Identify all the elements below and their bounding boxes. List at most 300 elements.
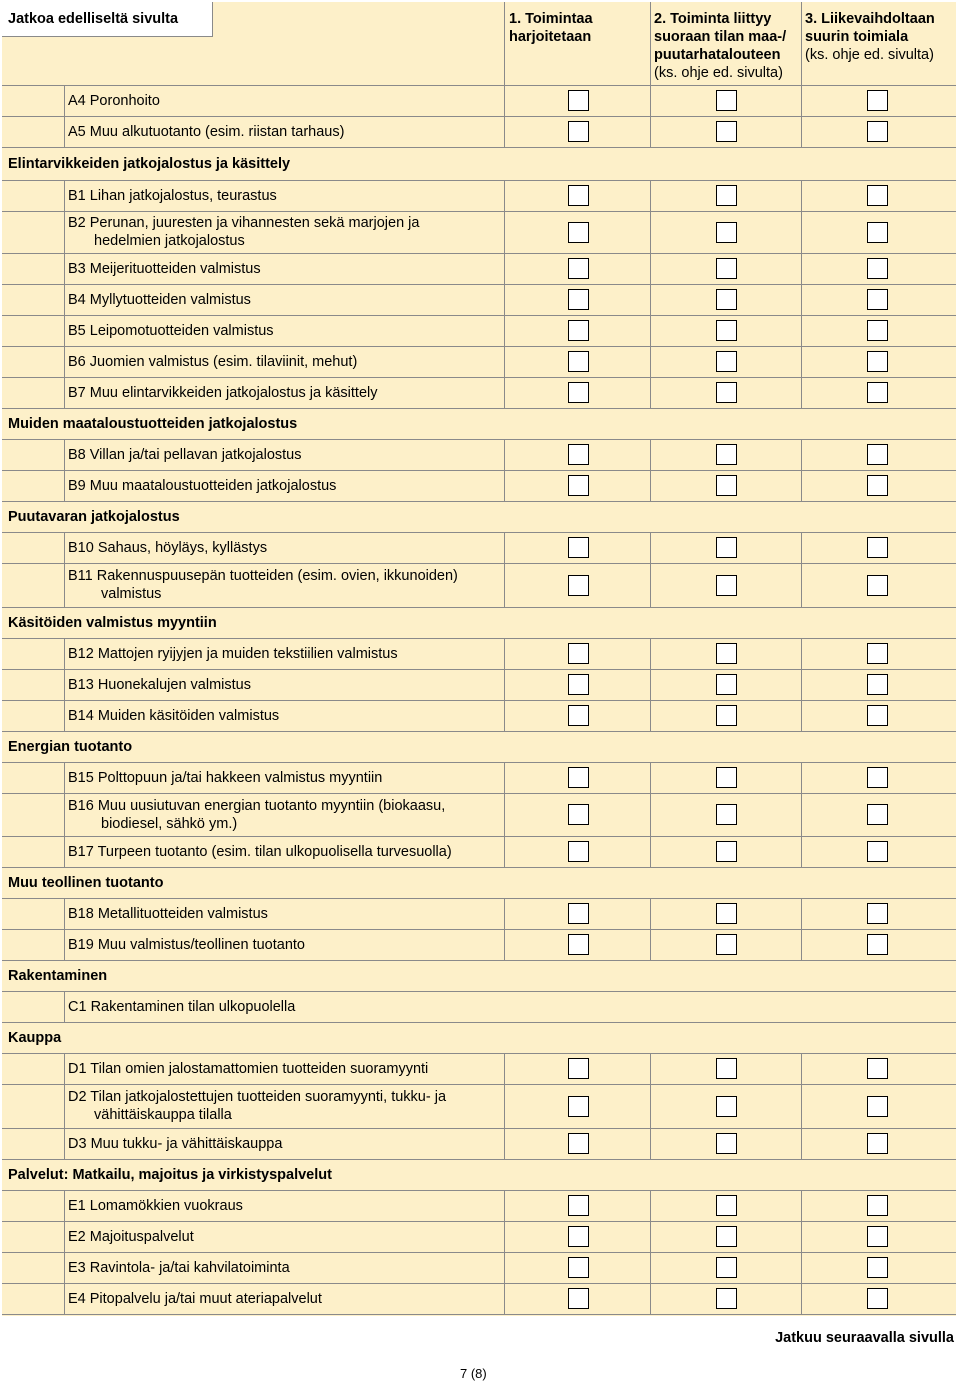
- activity-label-line: B18 Metallituotteiden valmistus: [68, 906, 268, 922]
- activity-label-line: D1 Tilan omien jalostamattomien tuotteiden suoramyynti: [68, 1061, 429, 1077]
- checkbox-column-2[interactable]: [716, 705, 737, 726]
- page-number: 7 (8): [460, 1366, 487, 1381]
- indent-divider: [64, 116, 65, 147]
- column-divider: [801, 1053, 802, 1084]
- activity-label-line: E4 Pitopalvelu ja/tai muut ateriapalvelut: [68, 1291, 322, 1307]
- category-heading: [8, 508, 180, 526]
- category-heading-text: Kauppa: [8, 1030, 62, 1046]
- activity-label-line: E2 Majoituspalvelut: [68, 1229, 194, 1245]
- column-divider: [801, 377, 802, 408]
- indent-divider: [64, 700, 65, 731]
- column-divider: [650, 638, 651, 669]
- row-divider: [2, 253, 956, 254]
- activity-label-line: B11 Rakennuspuusepän tuotteiden (esim. ovien, ikkunoiden): [68, 568, 458, 584]
- column-divider: [504, 1221, 505, 1252]
- activity-label: [68, 769, 382, 787]
- row-divider: [2, 638, 956, 639]
- indent-divider: [64, 638, 65, 669]
- checkbox-column-2[interactable]: [716, 1257, 737, 1278]
- column-divider: [801, 85, 802, 116]
- column-header-1: [509, 10, 649, 46]
- checkbox-column-2[interactable]: [716, 804, 737, 825]
- column-divider: [650, 180, 651, 211]
- activity-label: [68, 1290, 322, 1308]
- checkbox-column-3[interactable]: [867, 1195, 888, 1216]
- activity-label-line: D3 Muu tukku- ja vähittäiskauppa: [68, 1136, 283, 1152]
- row-divider: [2, 836, 956, 837]
- checkbox-column-1[interactable]: [568, 804, 589, 825]
- column-divider: [801, 284, 802, 315]
- row-divider: [2, 700, 956, 701]
- row-divider: [2, 501, 956, 502]
- column-divider: [504, 793, 505, 836]
- column-divider: [650, 1252, 651, 1283]
- column-divider: [801, 346, 802, 377]
- checkbox-column-1[interactable]: [568, 934, 589, 955]
- column-divider: [504, 1190, 505, 1221]
- column-header-1-title: 1. Toimintaa harjoitetaan: [509, 11, 593, 45]
- column-divider: [801, 180, 802, 211]
- column-divider: [504, 211, 505, 253]
- activity-label-line: B8 Villan ja/tai pellavan jatkojalostus: [68, 447, 302, 463]
- checkbox-column-2[interactable]: [716, 185, 737, 206]
- activity-label: [68, 92, 160, 110]
- column-divider: [801, 1252, 802, 1283]
- checkbox-column-2[interactable]: [716, 841, 737, 862]
- checkbox-column-1[interactable]: [568, 1195, 589, 1216]
- row-divider: [2, 408, 956, 409]
- column-divider: [650, 377, 651, 408]
- indent-divider: [64, 929, 65, 960]
- checkbox-column-1[interactable]: [568, 705, 589, 726]
- activity-label-line: B10 Sahaus, höyläys, kyllästys: [68, 540, 268, 556]
- checkbox-column-3[interactable]: [867, 1257, 888, 1278]
- checkbox-column-1[interactable]: [568, 1226, 589, 1247]
- checkbox-column-3[interactable]: [867, 258, 888, 279]
- column-divider: [504, 638, 505, 669]
- checkbox-column-1[interactable]: [568, 475, 589, 496]
- checkbox-column-2[interactable]: [716, 1096, 737, 1117]
- activity-label-line: B6 Juomien valmistus (esim. tilaviinit, mehut): [68, 354, 358, 370]
- indent-divider: [64, 85, 65, 116]
- column-divider: [650, 1053, 651, 1084]
- activity-label-line: D2 Tilan jatkojalostettujen tuotteiden suoramyynti, tukku- ja: [68, 1089, 447, 1105]
- checkbox-column-2[interactable]: [716, 575, 737, 596]
- row-divider: [2, 563, 956, 564]
- row-divider: [2, 898, 956, 899]
- checkbox-column-2[interactable]: [716, 1058, 737, 1079]
- continues-next-page: Jatkuu seuraavalla sivulla: [775, 1330, 954, 1346]
- continued-tab: [2, 2, 213, 37]
- checkbox-column-3[interactable]: [867, 475, 888, 496]
- indent-divider: [64, 470, 65, 501]
- checkbox-column-1[interactable]: [568, 258, 589, 279]
- checkbox-column-1[interactable]: [568, 382, 589, 403]
- activity-label: [68, 676, 251, 694]
- indent-divider: [64, 563, 65, 607]
- checkbox-column-2[interactable]: [716, 222, 737, 243]
- indent-divider: [64, 793, 65, 836]
- row-divider: [2, 284, 956, 285]
- column-divider: [801, 470, 802, 501]
- indent-divider: [64, 991, 65, 1022]
- checkbox-column-2[interactable]: [716, 90, 737, 111]
- indent-divider: [64, 439, 65, 470]
- checkbox-column-3[interactable]: [867, 320, 888, 341]
- checkbox-column-1[interactable]: [568, 643, 589, 664]
- checkbox-column-3[interactable]: [867, 841, 888, 862]
- column-header-3: [805, 10, 955, 64]
- row-divider: [2, 346, 956, 347]
- row-divider: [2, 1252, 956, 1253]
- activity-label-line: A4 Poronhoito: [68, 93, 160, 109]
- indent-divider: [64, 284, 65, 315]
- checkbox-column-3[interactable]: [867, 1226, 888, 1247]
- column-divider: [504, 1128, 505, 1159]
- indent-divider: [64, 669, 65, 700]
- indent-divider: [64, 315, 65, 346]
- checkbox-column-3[interactable]: [867, 705, 888, 726]
- checkbox-column-3[interactable]: [867, 643, 888, 664]
- checkbox-column-3[interactable]: [867, 934, 888, 955]
- column-divider: [504, 1053, 505, 1084]
- row-divider: [2, 1084, 956, 1085]
- indent-divider: [64, 1283, 65, 1314]
- checkbox-column-3[interactable]: [867, 575, 888, 596]
- row-divider: [2, 211, 956, 212]
- activity-label: [68, 187, 277, 205]
- indent-divider: [64, 1084, 65, 1128]
- activity-label: [68, 384, 377, 402]
- column-divider: [504, 470, 505, 501]
- checkbox-column-2[interactable]: [716, 121, 737, 142]
- column-header-3-note: (ks. ohje ed. sivulta): [805, 47, 934, 63]
- activity-label: [68, 1197, 243, 1215]
- activity-label: [68, 1228, 194, 1246]
- checkbox-column-3[interactable]: [867, 1058, 888, 1079]
- column-divider: [801, 563, 802, 607]
- activity-label-line: B17 Turpeen tuotanto (esim. tilan ulkopuolisella turvesuolla): [68, 844, 452, 860]
- checkbox-column-2[interactable]: [716, 382, 737, 403]
- checkbox-column-3[interactable]: [867, 121, 888, 142]
- row-divider: [2, 1159, 956, 1160]
- checkbox-column-3[interactable]: [867, 1288, 888, 1309]
- checkbox-column-1[interactable]: [568, 185, 589, 206]
- column-divider: [650, 700, 651, 731]
- activity-label-line: E1 Lomamökkien vuokraus: [68, 1198, 243, 1214]
- column-divider: [504, 1252, 505, 1283]
- activity-label-line: E3 Ravintola- ja/tai kahvilatoiminta: [68, 1260, 290, 1276]
- checkbox-column-1[interactable]: [568, 222, 589, 243]
- column-divider: [650, 1283, 651, 1314]
- column-divider: [650, 284, 651, 315]
- row-divider: [2, 867, 956, 868]
- row-divider: [2, 960, 956, 961]
- checkbox-column-1[interactable]: [568, 1058, 589, 1079]
- column-divider: [504, 669, 505, 700]
- column-divider: [504, 377, 505, 408]
- indent-divider: [64, 532, 65, 563]
- activity-label: [68, 567, 458, 603]
- column-divider: [650, 1190, 651, 1221]
- header-column-divider: [504, 2, 505, 85]
- row-divider: [2, 1221, 956, 1222]
- checkbox-column-3[interactable]: [867, 444, 888, 465]
- column-divider: [650, 836, 651, 867]
- checkbox-column-1[interactable]: [568, 90, 589, 111]
- checkbox-column-3[interactable]: [867, 674, 888, 695]
- checkbox-column-2[interactable]: [716, 934, 737, 955]
- indent-divider: [64, 377, 65, 408]
- category-heading-text: Energian tuotanto: [8, 739, 133, 755]
- checkbox-column-1[interactable]: [568, 351, 589, 372]
- column-divider: [650, 898, 651, 929]
- checkbox-column-2[interactable]: [716, 475, 737, 496]
- checkbox-column-1[interactable]: [568, 767, 589, 788]
- column-divider: [504, 85, 505, 116]
- row-divider: [2, 1314, 956, 1315]
- checkbox-column-1[interactable]: [568, 1257, 589, 1278]
- checkbox-column-1[interactable]: [568, 1288, 589, 1309]
- column-divider: [801, 1283, 802, 1314]
- column-divider: [650, 470, 651, 501]
- checkbox-column-2[interactable]: [716, 643, 737, 664]
- activity-label-line: B9 Muu maataloustuotteiden jatkojalostus: [68, 478, 337, 494]
- row-divider: [2, 1053, 956, 1054]
- column-divider: [504, 253, 505, 284]
- column-divider: [801, 211, 802, 253]
- column-divider: [801, 532, 802, 563]
- indent-divider: [64, 180, 65, 211]
- checkbox-column-3[interactable]: [867, 185, 888, 206]
- column-divider: [650, 532, 651, 563]
- column-divider: [801, 1221, 802, 1252]
- activity-label-line: B3 Meijerituotteiden valmistus: [68, 261, 261, 277]
- checkbox-column-2[interactable]: [716, 289, 737, 310]
- column-divider: [504, 315, 505, 346]
- checkbox-column-2[interactable]: [716, 351, 737, 372]
- activity-label: [68, 843, 452, 861]
- category-heading-text: Rakentaminen: [8, 968, 108, 984]
- row-divider: [2, 315, 956, 316]
- checkbox-column-2[interactable]: [716, 767, 737, 788]
- row-divider: [2, 929, 956, 930]
- column-divider: [650, 211, 651, 253]
- continued-tab-label: Jatkoa edelliseltä sivulta: [8, 11, 179, 27]
- column-divider: [504, 439, 505, 470]
- checkbox-column-1[interactable]: [568, 320, 589, 341]
- column-divider: [801, 669, 802, 700]
- category-heading-text: Puutavaran jatkojalostus: [8, 509, 180, 525]
- checkbox-column-2[interactable]: [716, 1195, 737, 1216]
- activity-label-line: C1 Rakentaminen tilan ulkopuolella: [68, 999, 296, 1015]
- column-divider: [801, 762, 802, 793]
- checkbox-column-3[interactable]: [867, 903, 888, 924]
- column-divider: [801, 253, 802, 284]
- row-divider: [2, 180, 956, 181]
- column-divider: [650, 439, 651, 470]
- category-heading-text: Palvelut: Matkailu, majoitus ja virkistyspalvelut: [8, 1167, 332, 1183]
- column-divider: [504, 762, 505, 793]
- checkbox-column-1[interactable]: [568, 537, 589, 558]
- category-heading-text: Muiden maataloustuotteiden jatkojalostus: [8, 416, 298, 432]
- activity-label: [68, 645, 398, 663]
- column-divider: [801, 836, 802, 867]
- column-divider: [504, 700, 505, 731]
- column-divider: [504, 1084, 505, 1128]
- column-divider: [801, 898, 802, 929]
- indent-divider: [64, 1190, 65, 1221]
- category-heading: [8, 1029, 61, 1047]
- column-divider: [504, 563, 505, 607]
- row-divider: [2, 377, 956, 378]
- checkbox-column-2[interactable]: [716, 537, 737, 558]
- checkbox-column-3[interactable]: [867, 351, 888, 372]
- checkbox-column-3[interactable]: [867, 222, 888, 243]
- activity-label: [68, 291, 251, 309]
- checkbox-column-1[interactable]: [568, 444, 589, 465]
- column-header-2-title: 2. Toiminta liittyy suoraan tilan maa-/ puutarhatalouteen: [654, 11, 787, 63]
- column-divider: [801, 116, 802, 147]
- indent-divider: [64, 762, 65, 793]
- activity-label: [68, 322, 274, 340]
- activity-label-line: hedelmien jatkojalostus: [94, 233, 245, 249]
- checkbox-column-1[interactable]: [568, 841, 589, 862]
- indent-divider: [64, 1053, 65, 1084]
- activity-form: [2, 2, 956, 1316]
- column-header-2-note: (ks. ohje ed. sivulta): [654, 65, 783, 81]
- column-divider: [650, 1128, 651, 1159]
- checkbox-column-2[interactable]: [716, 1226, 737, 1247]
- category-heading: [8, 155, 290, 173]
- category-heading: [8, 614, 217, 632]
- column-divider: [650, 253, 651, 284]
- activity-label-line: B15 Polttopuun ja/tai hakkeen valmistus myyntiin: [68, 770, 383, 786]
- activity-label-line: B2 Perunan, juuresten ja vihannesten sekä marjojen ja: [68, 215, 420, 231]
- checkbox-column-3[interactable]: [867, 767, 888, 788]
- column-divider: [650, 116, 651, 147]
- checkbox-column-2[interactable]: [716, 1288, 737, 1309]
- activity-label: [68, 260, 261, 278]
- checkbox-column-2[interactable]: [716, 903, 737, 924]
- activity-label: [68, 1060, 428, 1078]
- column-divider: [650, 1084, 651, 1128]
- column-divider: [650, 669, 651, 700]
- checkbox-column-3[interactable]: [867, 382, 888, 403]
- activity-label-line: B1 Lihan jatkojalostus, teurastus: [68, 188, 277, 204]
- activity-label-line: B5 Leipomotuotteiden valmistus: [68, 323, 274, 339]
- checkbox-column-2[interactable]: [716, 444, 737, 465]
- row-divider: [2, 147, 956, 148]
- category-heading: [8, 874, 163, 892]
- column-divider: [801, 929, 802, 960]
- activity-label: [68, 539, 267, 557]
- column-divider: [504, 346, 505, 377]
- row-divider: [2, 116, 956, 117]
- column-divider: [650, 762, 651, 793]
- indent-divider: [64, 253, 65, 284]
- activity-label-line: B12 Mattojen ryijyjen ja muiden tekstiilien valmistus: [68, 646, 398, 662]
- checkbox-column-1[interactable]: [568, 575, 589, 596]
- checkbox-column-3[interactable]: [867, 537, 888, 558]
- row-divider: [2, 731, 956, 732]
- activity-label: [68, 1259, 290, 1277]
- category-heading-text: Käsitöiden valmistus myyntiin: [8, 615, 217, 631]
- checkbox-column-3[interactable]: [867, 804, 888, 825]
- activity-label-line: B4 Myllytuotteiden valmistus: [68, 292, 251, 308]
- column-divider: [504, 1283, 505, 1314]
- row-divider: [2, 1190, 956, 1191]
- column-divider: [504, 898, 505, 929]
- activity-label-line: valmistus: [101, 586, 162, 602]
- column-divider: [650, 85, 651, 116]
- checkbox-column-3[interactable]: [867, 1133, 888, 1154]
- activity-label-line: B13 Huonekalujen valmistus: [68, 677, 251, 693]
- category-heading-text: Elintarvikkeiden jatkojalostus ja käsittely: [8, 156, 291, 172]
- activity-label: [68, 797, 445, 833]
- activity-label-line: A5 Muu alkutuotanto (esim. riistan tarhaus): [68, 124, 345, 140]
- checkbox-column-2[interactable]: [716, 1133, 737, 1154]
- column-divider: [650, 315, 651, 346]
- column-divider: [650, 793, 651, 836]
- column-divider: [801, 793, 802, 836]
- checkbox-column-1[interactable]: [568, 903, 589, 924]
- checkbox-column-1[interactable]: [568, 1096, 589, 1117]
- checkbox-column-2[interactable]: [716, 320, 737, 341]
- checkbox-column-3[interactable]: [867, 1096, 888, 1117]
- column-divider: [650, 346, 651, 377]
- activity-label: [68, 477, 336, 495]
- activity-label-line: B16 Muu uusiutuvan energian tuotanto myyntiin (biokaasu,: [68, 798, 446, 814]
- activity-label-line: B14 Muiden käsitöiden valmistus: [68, 708, 280, 724]
- column-header-2: [654, 10, 802, 82]
- indent-divider: [64, 898, 65, 929]
- indent-divider: [64, 1252, 65, 1283]
- column-divider: [504, 284, 505, 315]
- checkbox-column-2[interactable]: [716, 674, 737, 695]
- row-divider: [2, 991, 956, 992]
- activity-label: [68, 707, 279, 725]
- checkbox-column-1[interactable]: [568, 674, 589, 695]
- row-divider: [2, 439, 956, 440]
- row-divider: [2, 793, 956, 794]
- activity-label-line: B19 Muu valmistus/teollinen tuotanto: [68, 937, 305, 953]
- column-divider: [801, 1084, 802, 1128]
- checkbox-column-1[interactable]: [568, 1133, 589, 1154]
- indent-divider: [64, 836, 65, 867]
- column-divider: [504, 532, 505, 563]
- column-divider: [801, 439, 802, 470]
- row-divider: [2, 607, 956, 608]
- checkbox-column-3[interactable]: [867, 289, 888, 310]
- column-divider: [801, 700, 802, 731]
- indent-divider: [64, 1221, 65, 1252]
- row-divider: [2, 669, 956, 670]
- activity-label-line: biodiesel, sähkö ym.): [101, 816, 238, 832]
- header-column-divider: [650, 2, 651, 85]
- checkbox-column-1[interactable]: [568, 121, 589, 142]
- activity-label-line: vähittäiskauppa tilalla: [94, 1107, 232, 1123]
- checkbox-column-2[interactable]: [716, 258, 737, 279]
- header-column-divider: [801, 2, 802, 85]
- column-divider: [504, 836, 505, 867]
- checkbox-column-1[interactable]: [568, 289, 589, 310]
- column-divider: [504, 929, 505, 960]
- checkbox-column-3[interactable]: [867, 90, 888, 111]
- activity-label-line: B7 Muu elintarvikkeiden jatkojalostus ja käsittely: [68, 385, 378, 401]
- column-divider: [504, 180, 505, 211]
- indent-divider: [64, 1128, 65, 1159]
